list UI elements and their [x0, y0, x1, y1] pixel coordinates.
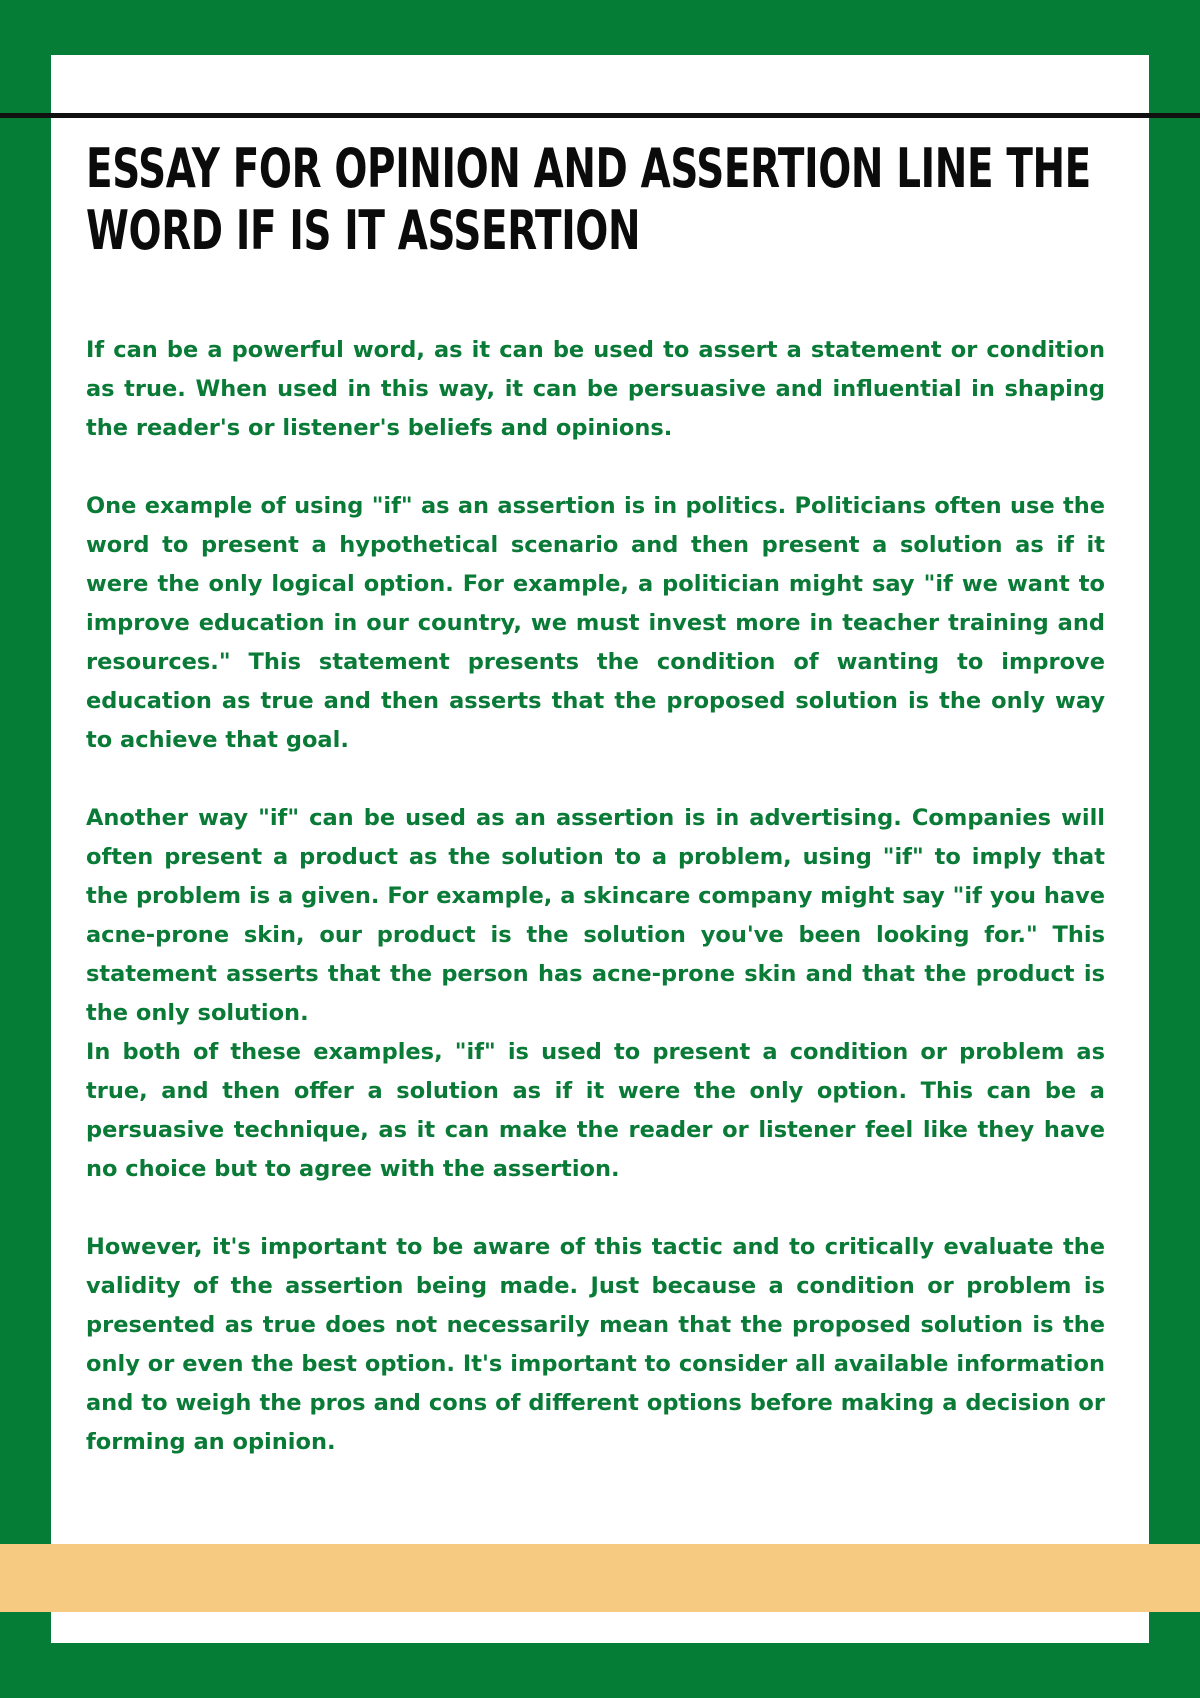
paragraph-both-examples: In both of these examples, "if" is used to present a condition or problem as true, and then offer a solution as if it were the only option. This can be a persuasive technique, as it can make the reader or listener feel like they have no choice but to agree with the assertion.	[86, 1039, 1105, 1182]
paragraph-advertising: Another way "if" can be used as an assertion is in advertising. Companies will often present a product as the solution to a problem, using "if" to imply that the problem is a given. For example, a skincare company might say "if you have acne-prone skin, our product is the solution you've been looking for." This statement asserts that the person has acne-prone skin and that the product is the only solution.	[86, 805, 1105, 1026]
paragraph-politics: One example of using "if" as an assertion is in politics. Politicians often use the word to present a hypothetical scenario and then present a solution as if it were the only logical option. For example, a politician might say "if we want to improve education in our country, we must invest more in teacher training and resources." This statement presents the condition of wanting to improve education as true and then asserts that the proposed solution is the only way to achieve that goal.	[86, 493, 1105, 753]
paragraph-conclusion: However, it's important to be aware of this tactic and to critically evaluate the validity of the assertion being made. Just because a condition or problem is presented as true does not necessarily mean that the proposed solution is the only or even the best option. It's important to consider all available information and to weigh the pros and cons of different options before making a decision or forming an opinion.	[86, 1234, 1105, 1455]
footer-band	[0, 1544, 1200, 1612]
essay-title: ESSAY FOR OPINION AND ASSERTION LINE THE WORD IF IS IT ASSERTION	[86, 137, 1091, 262]
paragraph-intro: If can be a powerful word, as it can be used to assert a statement or condition as true. When used in this way, it can be persuasive and influential in shaping the reader's or listener's beliefs and opinions.	[86, 337, 1105, 441]
essay-body	[86, 331, 1105, 1462]
top-rule-divider	[0, 113, 1200, 118]
